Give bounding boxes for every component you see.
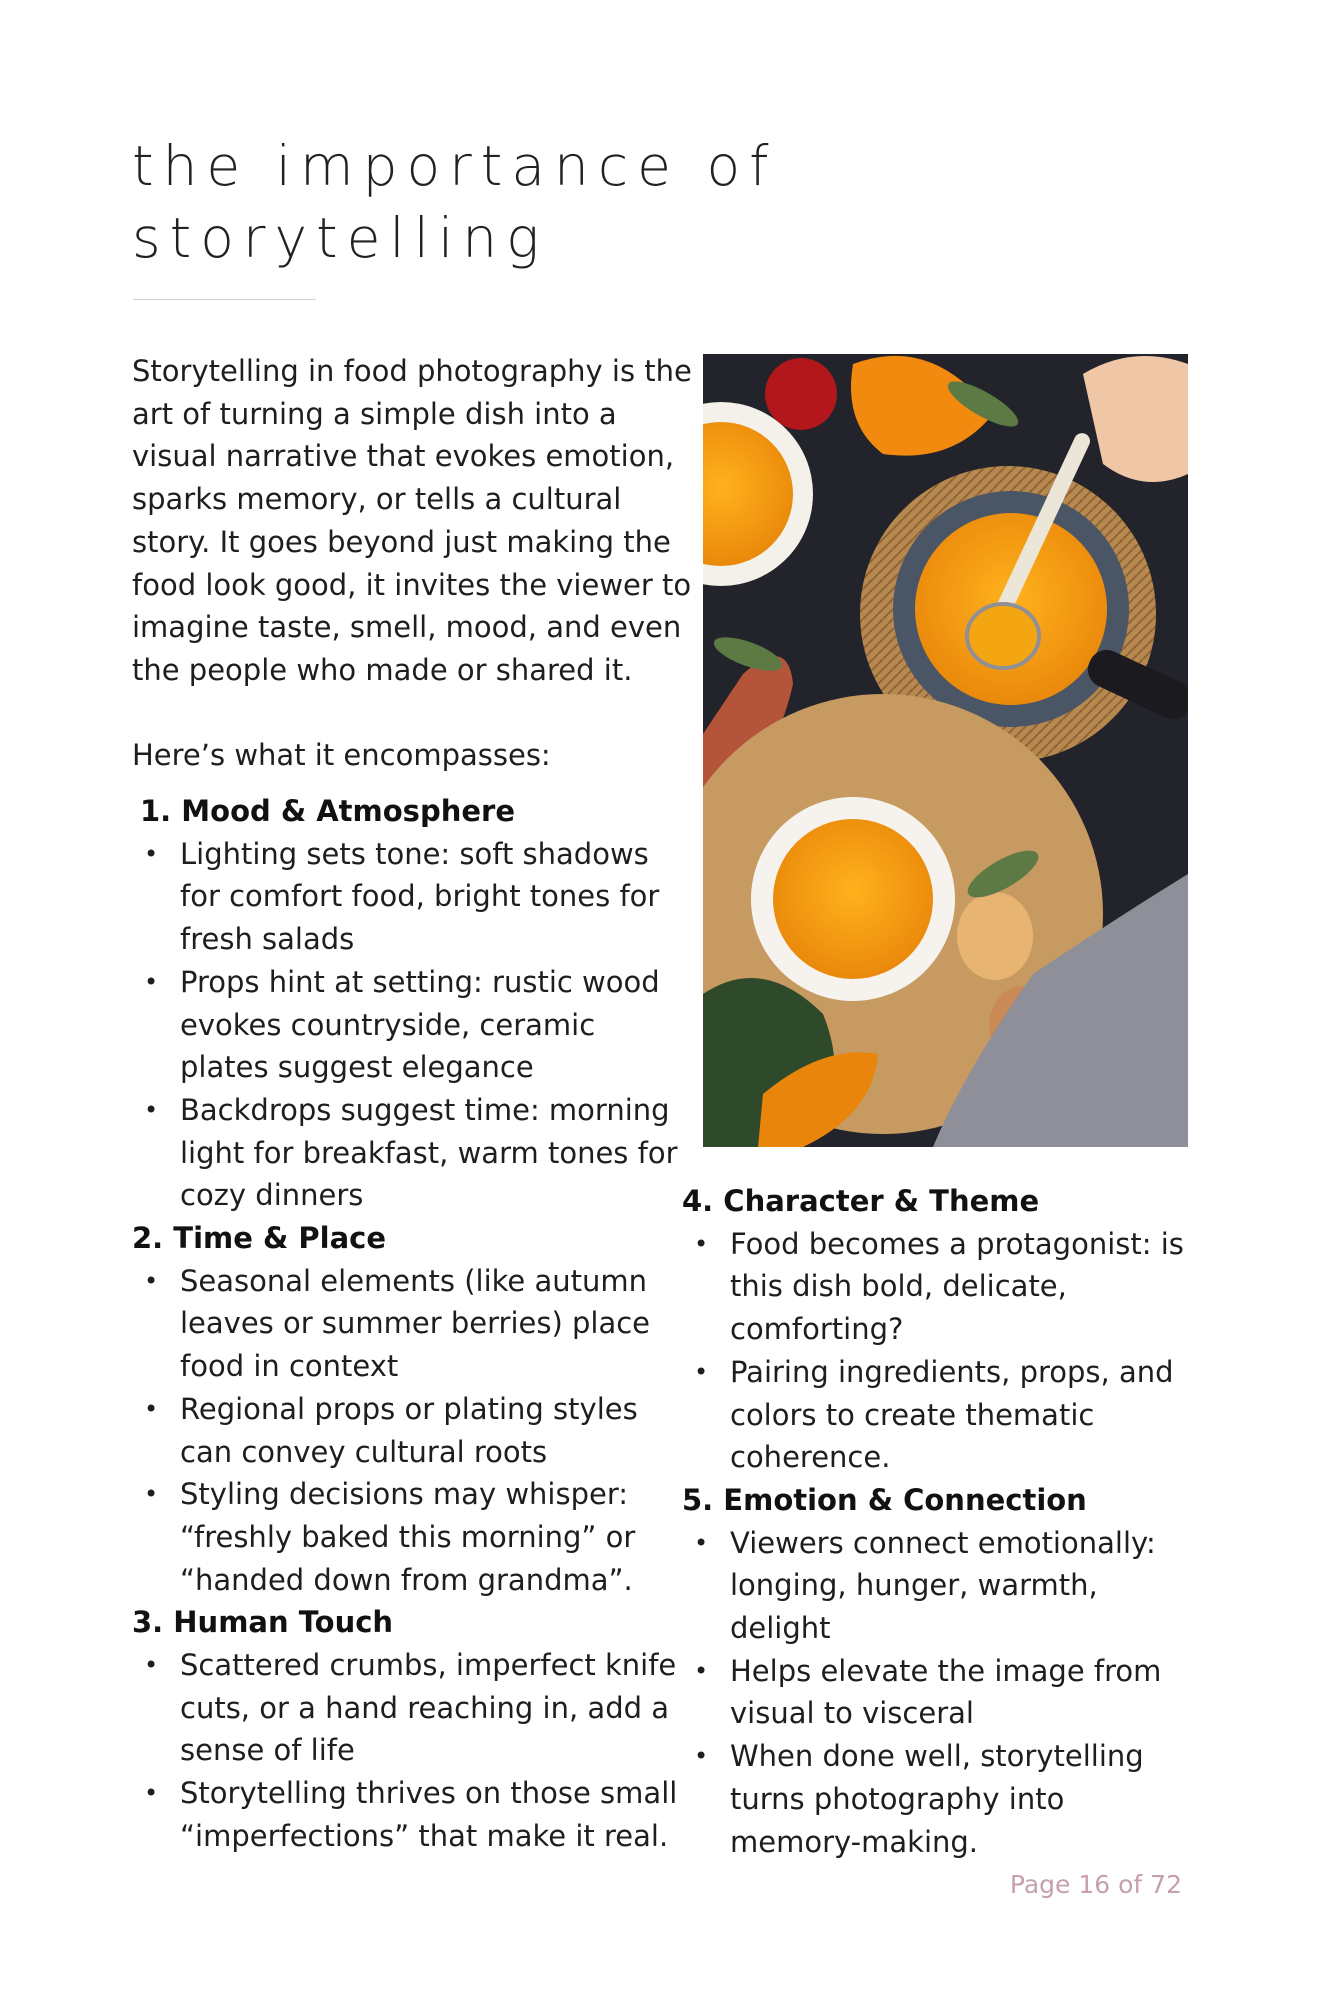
soup-photo xyxy=(703,354,1188,1147)
list-item: • When done well, storytelling turns photography into memory-making. xyxy=(682,1735,1202,1863)
left-column xyxy=(132,790,692,1858)
list-item: • Viewers connect emotionally: longing, hunger, warmth, delight xyxy=(682,1522,1202,1650)
bullet-list xyxy=(132,833,692,1217)
page-number: Page 16 of 72 xyxy=(1009,1870,1182,1899)
lead-text: Here’s what it encompasses: xyxy=(132,738,551,772)
section-heading: 3. Human Touch xyxy=(132,1605,394,1640)
bullet-list xyxy=(682,1223,1202,1479)
title-divider xyxy=(133,299,316,300)
list-item: • Pairing ingredients, props, and colors to create thematic coherence. xyxy=(682,1351,1202,1479)
list-item: • Seasonal elements (like autumn leaves or summer berries) place food in context xyxy=(132,1260,692,1388)
section-heading: 5. Emotion & Connection xyxy=(682,1482,1087,1517)
list-item: • Scattered crumbs, imperfect knife cuts, or a hand reaching in, add a sense of life xyxy=(132,1644,692,1772)
section-heading: 4. Character & Theme xyxy=(682,1184,1040,1218)
bullet-list xyxy=(132,1644,692,1858)
list-item: • Lighting sets tone: soft shadows for comfort food, bright tones for fresh salads xyxy=(132,833,692,961)
list-item: • Props hint at setting: rustic wood evokes countryside, ceramic plates suggest elegance xyxy=(132,961,692,1089)
right-column xyxy=(682,1180,1202,1863)
list-item: • Helps elevate the image from visual to visceral xyxy=(682,1650,1202,1735)
list-item: • Styling decisions may whisper: “freshly baked this morning” or “handed down from grandma”. xyxy=(132,1473,692,1601)
list-item: • Backdrops suggest time: morning light for breakfast, warm tones for cozy dinners xyxy=(132,1089,692,1217)
section-heading: 2. Time & Place xyxy=(132,1221,387,1256)
intro-paragraph: Storytelling in food photography is the art of turning a simple dish into a visual narrative that evokes emotion, sparks memory, or tells a cultural story. It goes beyond just making the food look good, it invites the viewer to imagine taste, smell, mood, and even the people who made or shared it. xyxy=(132,354,692,687)
list-item: • Regional props or plating styles can convey cultural roots xyxy=(132,1388,692,1473)
soup-photo-illustration xyxy=(703,354,1188,1147)
page-title xyxy=(132,130,777,274)
title-line-1: the importance of xyxy=(132,134,778,198)
list-item: • Food becomes a protagonist: is this dish bold, delicate, comforting? xyxy=(682,1223,1202,1351)
title-line-2: storytelling xyxy=(132,206,549,270)
list-item: • Storytelling thrives on those small “imperfections” that make it real. xyxy=(132,1772,692,1857)
bullet-list xyxy=(132,1260,692,1602)
bullet-list xyxy=(682,1522,1202,1864)
section-heading: 1. Mood & Atmosphere xyxy=(140,794,515,828)
